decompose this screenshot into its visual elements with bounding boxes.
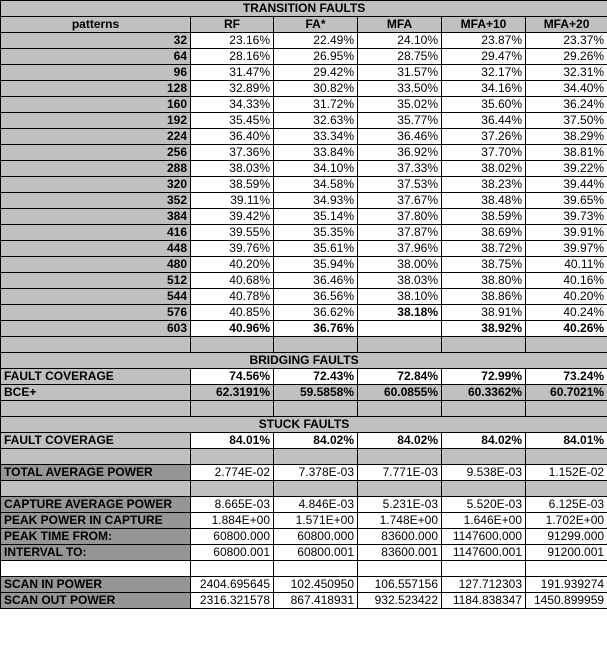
column-header: MFA+10 xyxy=(442,17,526,33)
cell: 2.774E-02 xyxy=(191,465,274,481)
cell: 60800.000 xyxy=(274,529,358,545)
cell: 4.846E-03 xyxy=(274,497,358,513)
table-row xyxy=(1,193,607,209)
value-cell: 39.55% xyxy=(191,225,274,241)
cell: 2316.321578 xyxy=(191,593,274,609)
cell: 84.02% xyxy=(274,433,358,449)
table-row xyxy=(1,97,607,113)
cell: 9.538E-03 xyxy=(442,465,526,481)
value-cell: 38.03% xyxy=(191,161,274,177)
cell: 1184.838347 xyxy=(442,593,526,609)
cell: 932.523422 xyxy=(358,593,442,609)
value-cell: 31.47% xyxy=(191,65,274,81)
table-row xyxy=(1,113,607,129)
value-cell: 40.20% xyxy=(526,289,607,305)
table-row xyxy=(1,33,607,49)
cell: 91299.000 xyxy=(526,529,607,545)
value-cell: 35.94% xyxy=(274,257,358,273)
value-cell: 34.16% xyxy=(442,81,526,97)
column-header-row xyxy=(1,17,607,33)
value-cell: 37.33% xyxy=(358,161,442,177)
cell: 84.01% xyxy=(526,433,607,449)
section-title: TRANSITION FAULTS xyxy=(1,1,607,17)
value-cell: 36.46% xyxy=(358,129,442,145)
table-row xyxy=(1,161,607,177)
cell: 60800.001 xyxy=(191,545,274,561)
patterns-cell: 192 xyxy=(1,113,191,129)
table-row xyxy=(1,289,607,305)
transition-rows xyxy=(1,33,607,337)
table-row xyxy=(1,129,607,145)
table-row xyxy=(1,65,607,81)
cell: 60800.000 xyxy=(191,529,274,545)
cell: 84.02% xyxy=(442,433,526,449)
value-cell: 35.60% xyxy=(442,97,526,113)
column-header: MFA xyxy=(358,17,442,33)
cell: 60.0855% xyxy=(358,385,442,401)
value-cell: 36.62% xyxy=(274,305,358,321)
value-cell: 37.80% xyxy=(358,209,442,225)
value-cell: 38.86% xyxy=(442,289,526,305)
row-label: FAULT COVERAGE xyxy=(1,369,191,385)
value-cell: 36.56% xyxy=(274,289,358,305)
value-cell: 23.87% xyxy=(442,33,526,49)
cell: 102.450950 xyxy=(274,577,358,593)
cell: 62.3191% xyxy=(191,385,274,401)
patterns-cell: 480 xyxy=(1,257,191,273)
value-cell: 36.46% xyxy=(274,273,358,289)
value-cell: 35.35% xyxy=(274,225,358,241)
value-cell: 34.10% xyxy=(274,161,358,177)
value-cell: 34.93% xyxy=(274,193,358,209)
value-cell: 38.18% xyxy=(358,305,442,321)
value-cell: 33.34% xyxy=(274,129,358,145)
value-cell: 36.44% xyxy=(442,113,526,129)
value-cell: 40.78% xyxy=(191,289,274,305)
table-row xyxy=(1,81,607,97)
value-cell: 23.37% xyxy=(526,33,607,49)
value-cell: 39.91% xyxy=(526,225,607,241)
cell: 5.520E-03 xyxy=(442,497,526,513)
patterns-cell: 128 xyxy=(1,81,191,97)
table-row xyxy=(1,385,607,401)
table-row xyxy=(1,433,607,449)
value-cell: 32.17% xyxy=(442,65,526,81)
cell: 1147600.000 xyxy=(442,529,526,545)
value-cell: 37.36% xyxy=(191,145,274,161)
cell: 72.43% xyxy=(274,369,358,385)
cell: 83600.000 xyxy=(358,529,442,545)
cell: 72.84% xyxy=(358,369,442,385)
cell: 1.884E+00 xyxy=(191,513,274,529)
table-row xyxy=(1,497,607,513)
table-row xyxy=(1,577,607,593)
section-title: STUCK FAULTS xyxy=(1,417,607,433)
cell: 60800.001 xyxy=(274,545,358,561)
table-row xyxy=(1,513,607,529)
row-label: PEAK TIME FROM: xyxy=(1,529,191,545)
value-cell: 29.42% xyxy=(274,65,358,81)
cell: 60.3362% xyxy=(442,385,526,401)
table-row xyxy=(1,145,607,161)
patterns-cell: 32 xyxy=(1,33,191,49)
patterns-cell: 512 xyxy=(1,273,191,289)
value-cell: 40.68% xyxy=(191,273,274,289)
row-label: SCAN OUT POWER xyxy=(1,593,191,609)
value-cell: 32.31% xyxy=(526,65,607,81)
cell: 1147600.001 xyxy=(442,545,526,561)
table-row xyxy=(1,369,607,385)
value-cell: 39.11% xyxy=(191,193,274,209)
value-cell: 39.44% xyxy=(526,177,607,193)
value-cell: 40.16% xyxy=(526,273,607,289)
value-cell: 39.76% xyxy=(191,241,274,257)
blank-row xyxy=(1,561,607,577)
row-label: PEAK POWER IN CAPTURE xyxy=(1,513,191,529)
patterns-cell: 576 xyxy=(1,305,191,321)
cell: 1.702E+00 xyxy=(526,513,607,529)
value-cell: 34.33% xyxy=(191,97,274,113)
value-cell: 36.76% xyxy=(274,321,358,337)
row-label: BCE+ xyxy=(1,385,191,401)
value-cell: 38.75% xyxy=(442,257,526,273)
table-row xyxy=(1,225,607,241)
table-row xyxy=(1,321,607,337)
cell: 127.712303 xyxy=(442,577,526,593)
patterns-cell: 96 xyxy=(1,65,191,81)
patterns-cell: 320 xyxy=(1,177,191,193)
value-cell: 35.61% xyxy=(274,241,358,257)
value-cell: 38.69% xyxy=(442,225,526,241)
value-cell: 32.89% xyxy=(191,81,274,97)
cell: 84.02% xyxy=(358,433,442,449)
value-cell: 39.42% xyxy=(191,209,274,225)
patterns-cell: 160 xyxy=(1,97,191,113)
value-cell: 38.92% xyxy=(442,321,526,337)
cell: 8.665E-03 xyxy=(191,497,274,513)
cell: 7.771E-03 xyxy=(358,465,442,481)
value-cell: 26.95% xyxy=(274,49,358,65)
patterns-cell: 64 xyxy=(1,49,191,65)
value-cell: 38.03% xyxy=(358,273,442,289)
patterns-cell: 544 xyxy=(1,289,191,305)
value-cell: 40.20% xyxy=(191,257,274,273)
value-cell: 34.58% xyxy=(274,177,358,193)
patterns-cell: 288 xyxy=(1,161,191,177)
patterns-cell: 256 xyxy=(1,145,191,161)
value-cell: 31.57% xyxy=(358,65,442,81)
row-label: CAPTURE AVERAGE POWER xyxy=(1,497,191,513)
column-header: FA* xyxy=(274,17,358,33)
cell: 74.56% xyxy=(191,369,274,385)
value-cell: 40.26% xyxy=(526,321,607,337)
patterns-cell: 416 xyxy=(1,225,191,241)
cell: 72.99% xyxy=(442,369,526,385)
table-row xyxy=(1,273,607,289)
section-header-stuck xyxy=(1,417,607,433)
table-row xyxy=(1,49,607,65)
value-cell: 40.85% xyxy=(191,305,274,321)
cell: 1.152E-02 xyxy=(526,465,607,481)
section-header-bridging xyxy=(1,353,607,369)
value-cell: 37.70% xyxy=(442,145,526,161)
cell: 73.24% xyxy=(526,369,607,385)
value-cell: 39.65% xyxy=(526,193,607,209)
table-row xyxy=(1,593,607,609)
value-cell: 23.16% xyxy=(191,33,274,49)
value-cell: 30.82% xyxy=(274,81,358,97)
cell: 83600.001 xyxy=(358,545,442,561)
table-row xyxy=(1,465,607,481)
value-cell: 37.87% xyxy=(358,225,442,241)
row-label: INTERVAL TO: xyxy=(1,545,191,561)
cell: 1.748E+00 xyxy=(358,513,442,529)
patterns-cell: 384 xyxy=(1,209,191,225)
row-label: SCAN IN POWER xyxy=(1,577,191,593)
blank-row xyxy=(1,401,607,417)
value-cell: 38.29% xyxy=(526,129,607,145)
section-header-transition xyxy=(1,1,607,17)
value-cell: 28.75% xyxy=(358,49,442,65)
value-cell: 38.59% xyxy=(442,209,526,225)
value-cell: 39.22% xyxy=(526,161,607,177)
cell: 59.5858% xyxy=(274,385,358,401)
cell: 2404.695645 xyxy=(191,577,274,593)
cell: 1450.899959 xyxy=(526,593,607,609)
table-row xyxy=(1,209,607,225)
value-cell: 37.67% xyxy=(358,193,442,209)
value-cell: 33.50% xyxy=(358,81,442,97)
value-cell: 29.47% xyxy=(442,49,526,65)
value-cell: 36.40% xyxy=(191,129,274,145)
cell: 91200.001 xyxy=(526,545,607,561)
blank-row xyxy=(1,449,607,465)
value-cell: 31.72% xyxy=(274,97,358,113)
table-row xyxy=(1,177,607,193)
table-row xyxy=(1,305,607,321)
value-cell: 40.96% xyxy=(191,321,274,337)
cell: 191.939274 xyxy=(526,577,607,593)
value-cell: 39.97% xyxy=(526,241,607,257)
section-title: BRIDGING FAULTS xyxy=(1,353,607,369)
patterns-cell: 603 xyxy=(1,321,191,337)
row-label: FAULT COVERAGE xyxy=(1,433,191,449)
value-cell: 38.80% xyxy=(442,273,526,289)
value-cell: 38.23% xyxy=(442,177,526,193)
value-cell: 38.10% xyxy=(358,289,442,305)
value-cell: 35.02% xyxy=(358,97,442,113)
value-cell: 35.45% xyxy=(191,113,274,129)
table-row xyxy=(1,241,607,257)
value-cell: 22.49% xyxy=(274,33,358,49)
blank-row xyxy=(1,337,607,353)
value-cell: 38.02% xyxy=(442,161,526,177)
patterns-cell: 224 xyxy=(1,129,191,145)
value-cell: 33.84% xyxy=(274,145,358,161)
patterns-cell: 352 xyxy=(1,193,191,209)
value-cell: 40.11% xyxy=(526,257,607,273)
column-header: RF xyxy=(191,17,274,33)
value-cell: 39.73% xyxy=(526,209,607,225)
value-cell: 36.92% xyxy=(358,145,442,161)
cell: 7.378E-03 xyxy=(274,465,358,481)
table-row xyxy=(1,545,607,561)
value-cell: 38.91% xyxy=(442,305,526,321)
value-cell: 40.24% xyxy=(526,305,607,321)
cell: 5.231E-03 xyxy=(358,497,442,513)
value-cell: 37.50% xyxy=(526,113,607,129)
value-cell: 38.59% xyxy=(191,177,274,193)
column-header: patterns xyxy=(1,17,191,33)
value-cell xyxy=(358,321,442,337)
cell: 6.125E-03 xyxy=(526,497,607,513)
blank-row xyxy=(1,481,607,497)
value-cell: 35.77% xyxy=(358,113,442,129)
value-cell: 37.96% xyxy=(358,241,442,257)
value-cell: 36.24% xyxy=(526,97,607,113)
value-cell: 38.72% xyxy=(442,241,526,257)
value-cell: 32.63% xyxy=(274,113,358,129)
value-cell: 37.53% xyxy=(358,177,442,193)
cell: 867.418931 xyxy=(274,593,358,609)
column-header: MFA+20 xyxy=(526,17,607,33)
cell: 1.571E+00 xyxy=(274,513,358,529)
table-row xyxy=(1,529,607,545)
value-cell: 29.26% xyxy=(526,49,607,65)
cell: 106.557156 xyxy=(358,577,442,593)
value-cell: 37.26% xyxy=(442,129,526,145)
value-cell: 38.81% xyxy=(526,145,607,161)
value-cell: 24.10% xyxy=(358,33,442,49)
value-cell: 35.14% xyxy=(274,209,358,225)
cell: 60.7021% xyxy=(526,385,607,401)
value-cell: 38.00% xyxy=(358,257,442,273)
row-label: TOTAL AVERAGE POWER xyxy=(1,465,191,481)
value-cell: 34.40% xyxy=(526,81,607,97)
value-cell: 28.16% xyxy=(191,49,274,65)
patterns-cell: 448 xyxy=(1,241,191,257)
cell: 84.01% xyxy=(191,433,274,449)
cell: 1.646E+00 xyxy=(442,513,526,529)
table-row xyxy=(1,257,607,273)
value-cell: 38.48% xyxy=(442,193,526,209)
